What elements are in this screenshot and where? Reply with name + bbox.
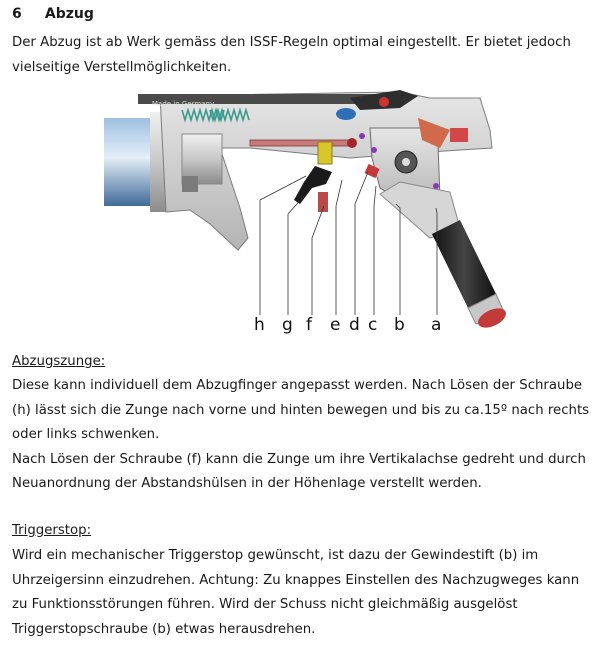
- paragraph-line: oder links schwenken.: [12, 427, 160, 442]
- blue-part: [336, 108, 356, 120]
- section-heading: [12, 6, 94, 22]
- callout-b: b: [394, 315, 405, 335]
- screw-part: [182, 176, 198, 192]
- black-cylinder: [432, 220, 496, 308]
- paragraph-line: (h) lässt sich die Zunge nach vorne und hinten bewegen und bis zu ca.15º nach rechts: [12, 402, 590, 418]
- callout-e: e: [330, 315, 341, 335]
- red-part: [450, 128, 468, 142]
- intro-line: vielseitige Verstellmöglichkeiten.: [12, 59, 232, 75]
- abzugszunge-heading: Abzugszunge:: [12, 354, 106, 369]
- paragraph-line: Triggerstopschraube (b) etwas herausdrehen.: [12, 621, 316, 637]
- barrel-part: [104, 118, 152, 206]
- pin-part: [347, 138, 357, 148]
- callout-f: f: [306, 315, 312, 335]
- callout-a: a: [431, 315, 442, 335]
- section-title: Abzug: [44, 6, 94, 22]
- abzugszunge-paragraph: [12, 374, 612, 497]
- callout-d: d: [349, 315, 360, 335]
- rod-part: [250, 140, 350, 146]
- screw-part: [318, 142, 332, 164]
- pivot-part: [402, 158, 410, 166]
- triggerstop-paragraph: [12, 544, 612, 642]
- paragraph-line: Neuanordnung der Abstandshülsen in der Höhenlage verstellt werden.: [12, 476, 482, 491]
- paragraph-line: Diese kann individuell dem Abzugfinger angepasst werden. Nach Lösen der Schraube: [12, 378, 583, 393]
- paragraph-line: zu Funktionsstörungen führen. Wird der Schuss nicht gleichmäßig ausgelöst: [12, 597, 518, 612]
- callout-c: c: [368, 315, 378, 335]
- engraving-text: Made in Germany: [152, 100, 215, 108]
- intro-line: Der Abzug ist ab Werk gemäss den ISSF-Regeln optimal eingestellt. Er bietet jedoch: [12, 35, 571, 50]
- callout-labels: [254, 315, 441, 335]
- callout-h: h: [254, 315, 265, 335]
- intro-paragraph: [12, 31, 612, 80]
- pin-part: [379, 97, 389, 107]
- paragraph-line: Uhrzeigersinn einzudrehen. Achtung: Zu knappes Einstellen des Nachzugweges kann: [12, 572, 580, 588]
- callout-g: g: [282, 315, 293, 335]
- triggerstop-heading: Triggerstop:: [12, 523, 92, 538]
- paragraph-line: Wird ein mechanischer Triggerstop gewünscht, ist dazu der Gewindestift (b) im: [12, 548, 539, 563]
- section-number: 6: [12, 6, 22, 22]
- paragraph-line: Nach Lösen der Schraube (f) kann die Zunge um ihre Vertikalachse gedreht und durch: [12, 451, 586, 467]
- trigger-mechanism-figure: [100, 88, 520, 338]
